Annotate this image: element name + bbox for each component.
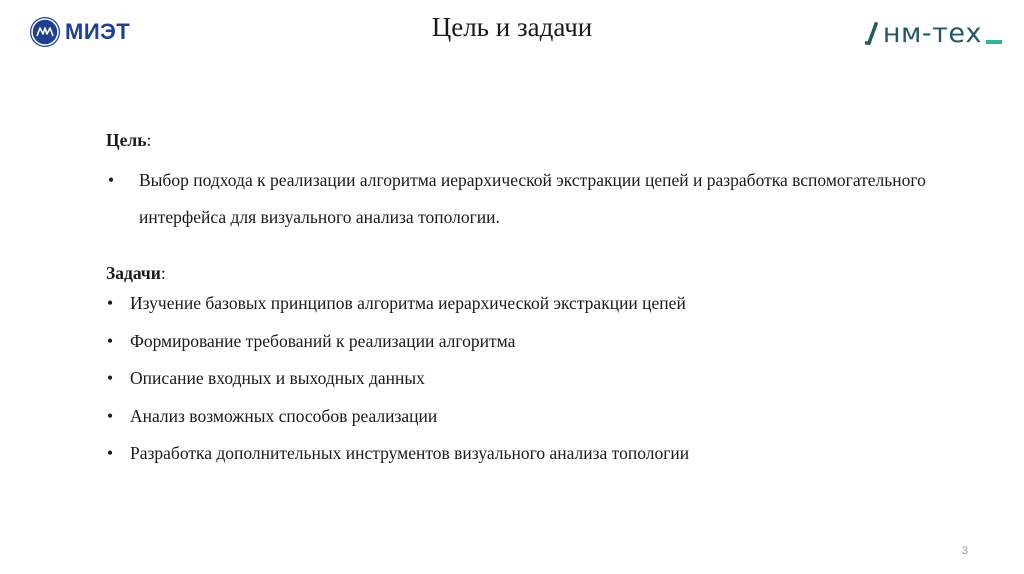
task-item — [106, 398, 966, 436]
bullet-icon: • — [107, 293, 114, 313]
goal-text: Выбор подхода к реализации алгоритма иерархической экстракции цепей и разработка вспомогательного интерфейса для визуального анализа топологии. — [139, 170, 926, 227]
nm-tex-logo-text: нм-тех — [882, 17, 982, 49]
slide-content — [106, 128, 966, 473]
tasks-heading-colon: : — [160, 263, 166, 283]
bullet-icon: • — [107, 330, 114, 351]
task-text: Разработка дополнительных инструментов визуального анализа топологии — [130, 443, 690, 463]
tasks-heading-label: Задачи — [106, 263, 161, 283]
nm-tex-slash-icon — [865, 19, 879, 47]
task-item — [106, 360, 966, 398]
goal-heading-label: Цель — [106, 130, 147, 150]
bullet-icon: • — [107, 443, 114, 463]
nm-tex-logo — [865, 16, 1002, 50]
bullet-icon: • — [107, 405, 114, 426]
task-item — [106, 285, 966, 323]
goal-heading — [106, 128, 966, 152]
task-item — [106, 323, 966, 361]
tasks-heading — [106, 261, 966, 285]
task-list — [106, 285, 966, 473]
goal-item — [106, 162, 966, 236]
nm-tex-underscore-icon — [986, 40, 1002, 44]
task-text: Анализ возможных способов реализации — [130, 405, 438, 426]
miet-logo-text: МИЭТ — [65, 19, 131, 44]
task-text: Изучение базовых принципов алгоритма иерархической экстракции цепей — [130, 293, 686, 313]
slide-title: Цель и задачи — [431, 12, 593, 42]
bullet-icon: • — [108, 170, 115, 190]
goal-heading-colon: : — [146, 130, 152, 150]
task-text: Формирование требований к реализации алгоритма — [130, 330, 516, 351]
bullet-icon: • — [107, 368, 114, 388]
page-number: 3 — [961, 545, 968, 557]
task-text: Описание входных и выходных данных — [130, 368, 425, 388]
task-item — [106, 435, 966, 473]
